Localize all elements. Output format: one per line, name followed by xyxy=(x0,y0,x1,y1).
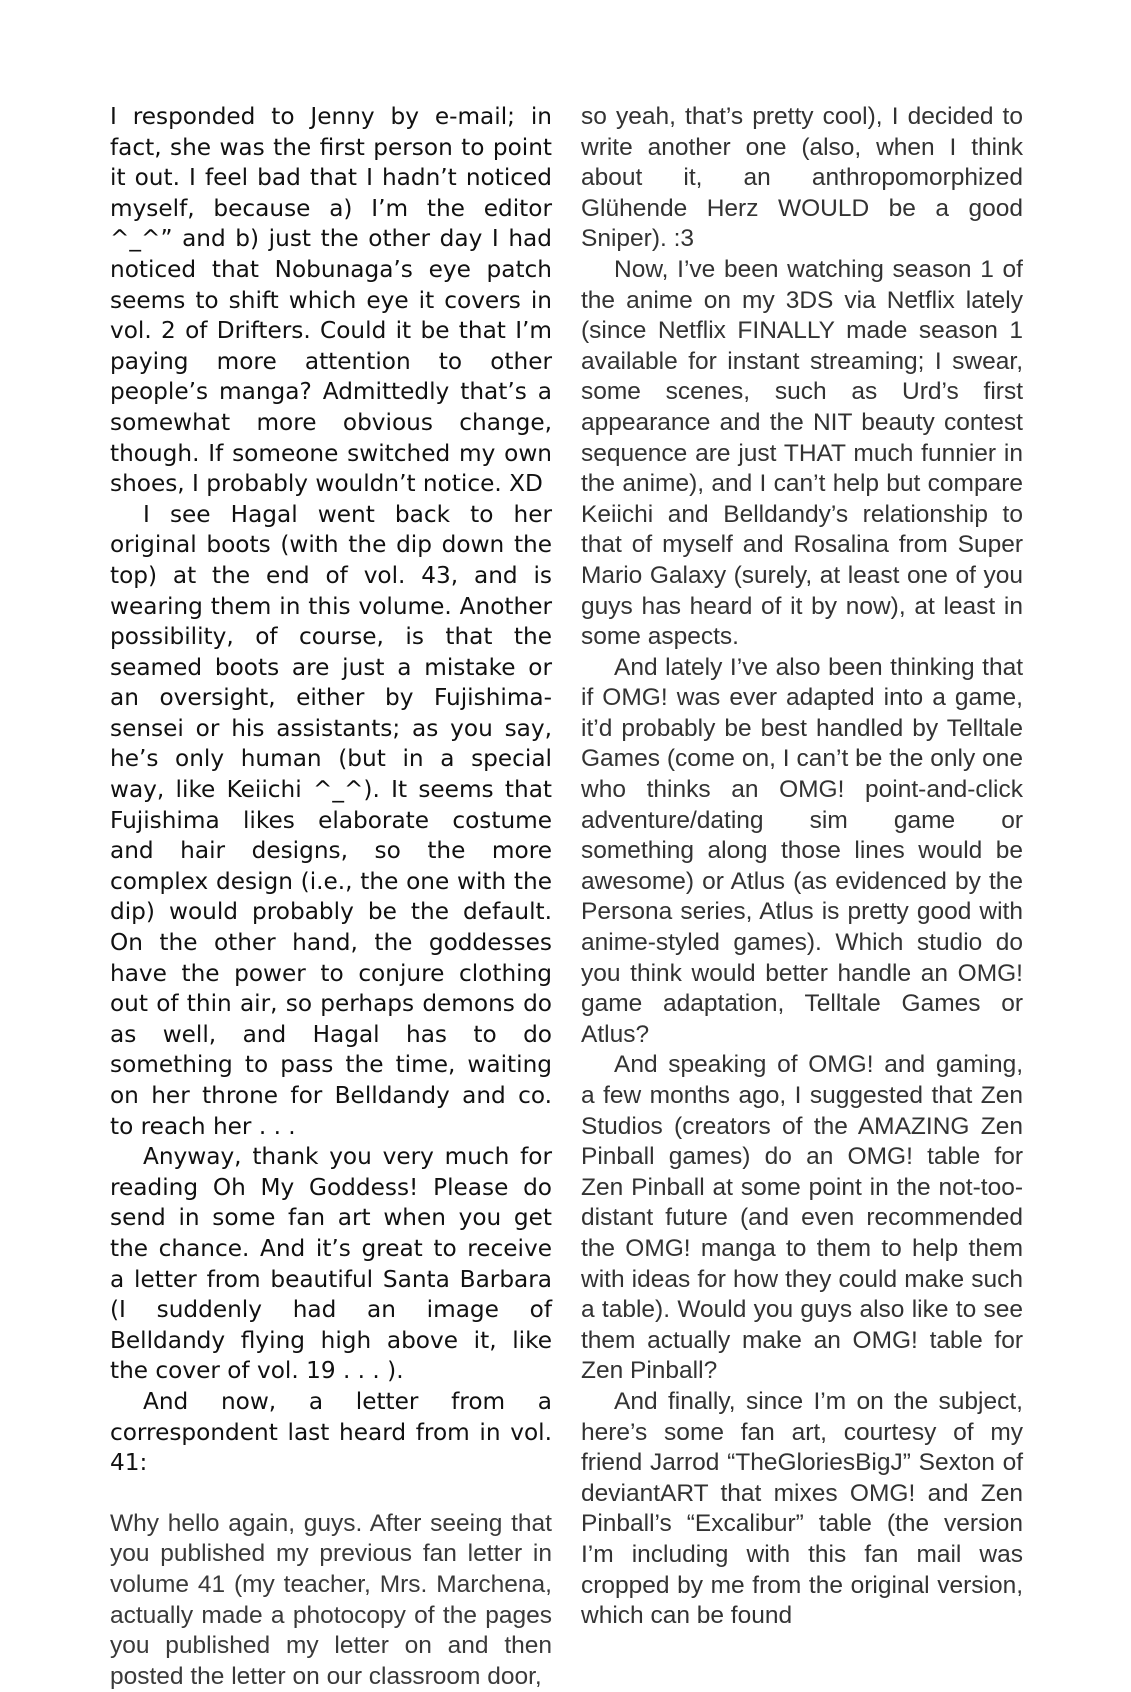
letter-paragraph-6: And finally, since I’m on the subject, here’s some fan art, courtesy of my friend Jarrod “TheGloriesBigJ” Sexton of deviantART that mixes OMG! and Zen Pinball’s “Excalibur” table (the version I’m including with this fan mail was cropped by me from the original version, which can be found xyxy=(581,1387,1023,1630)
letter-paragraph-1: Why hello again, guys. After seeing that you published my previous fan letter in volume 41 (my teacher, Mrs. Marchena, actually made a photocopy of the pages you published my letter on and then posted the letter on our classroom door, xyxy=(110,1509,552,1690)
right-column xyxy=(581,102,1023,1632)
editor-paragraph-2: I see Hagal went back to her original boots (with the dip down the top) at the end of vol. 43, and is wearing them in this volume. Another possibility, of course, is that the seamed boots are just a mistake or an oversight, either by Fujishima-sensei or his assistants; as you say, he’s only human (but in a special way, like Keiichi ^_^). It seems that Fujishima likes elaborate costume and hair designs, so the more complex design (i.e., the one with the dip) would probably be the default. On the other hand, the goddesses have the power to conjure clothing out of thin air, so perhaps demons do as well, and Hagal has to do something to pass the time, waiting on her throne for Belldandy and co. to reach her . . . xyxy=(110,500,552,1140)
left-column xyxy=(110,102,552,1692)
letter-paragraph-5: And speaking of OMG! and gaming, a few months ago, I suggested that Zen Studios (creators of the AMAZING Zen Pinball games) do an OMG! table for Zen Pinball at some point in the not-too-distant future (and even recommended the OMG! manga to them to help them with ideas for how they could make such a table). Would you guys also like to see them actually make an OMG! table for Zen Pinball? xyxy=(581,1051,1023,1385)
editor-paragraph-4: And now, a letter from a correspondent last heard from in vol. 41: xyxy=(110,1387,552,1477)
letter-paragraph-2: so yeah, that’s pretty cool), I decided to write another one (also, when I think about it, an anthropomorphized Glühende Herz WOULD be a good Sniper). :3 xyxy=(581,103,1023,253)
letter-paragraph-3: Now, I’ve been watching season 1 of the anime on my 3DS via Netflix lately (since Netflix FINALLY made season 1 available for instant streaming; I swear, some scenes, such as Urd’s first appearance and the NIT beauty contest sequence are just THAT much funnier in the anime), and I can’t help but compare Keiichi and Belldandy’s relationship to that of myself and Rosalina from Super Mario Galaxy (surely, at least one of you guys has heard of it by now), at least in some aspects. xyxy=(581,255,1023,651)
editor-paragraph-3: Anyway, thank you very much for reading Oh My Goddess! Please do send in some fan art when you get the chance. And it’s great to receive a letter from beautiful Santa Barbara (I suddenly had an image of Belldandy flying high above it, like the cover of vol. 19 . . . ). xyxy=(110,1143,552,1385)
letter-paragraph-4: And lately I’ve also been thinking that if OMG! was ever adapted into a game, it’d probably be best handled by Telltale Games (come on, I can’t be the only one who thinks an OMG! point-and-click adventure/dating sim game or something along those lines would be awesome) or Atlus (as evidenced by the Persona series, Atlus is pretty good with anime-styled games). Which studio do you think would better handle an OMG! game adaptation, Telltale Games or Atlus? xyxy=(581,653,1023,1048)
editor-paragraph-1: I responded to Jenny by e-mail; in fact, she was the first person to point it out. I feel bad that I hadn’t noticed myself, because a) I’m the editor ^_^” and b) just the other day I had noticed that Nobunaga’s eye patch seems to shift which eye it covers in vol. 2 of Drifters. Could it be that I’m paying more attention to other people’s manga? Admittedly that’s a somewhat more obvious change, though. If someone switched my own shoes, I probably wouldn’t notice. XD xyxy=(110,103,552,498)
